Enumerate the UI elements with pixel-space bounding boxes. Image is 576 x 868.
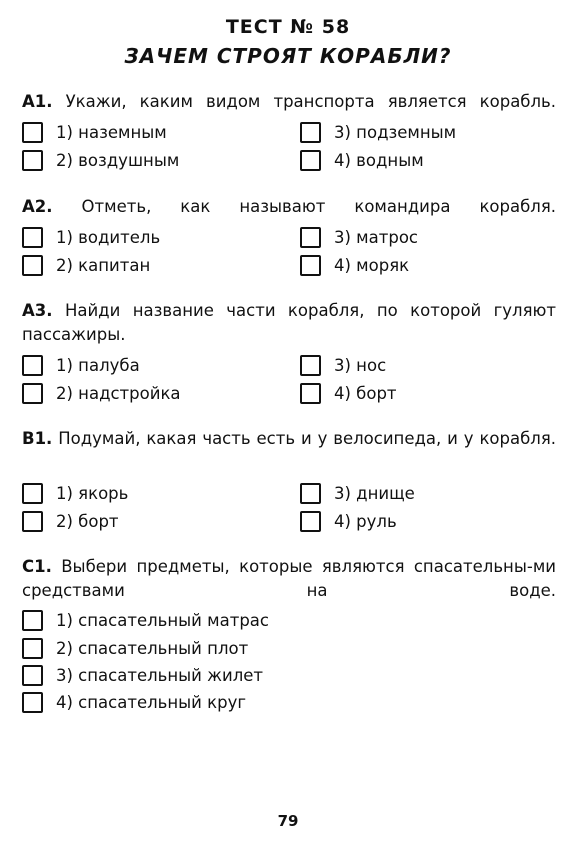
checkbox[interactable]	[22, 255, 43, 276]
option-label: 1) спасательный матрас	[56, 610, 269, 630]
checkbox[interactable]	[300, 383, 321, 404]
option-label: 4) моряк	[334, 255, 410, 275]
option-a2-2[interactable]	[22, 253, 150, 277]
option-label: 4) борт	[334, 383, 397, 403]
checkbox[interactable]	[22, 665, 43, 686]
option-a2-1[interactable]	[22, 225, 160, 249]
checkbox[interactable]	[300, 355, 321, 376]
checkbox[interactable]	[22, 610, 43, 631]
checkbox[interactable]	[300, 483, 321, 504]
question-text: Выбери предметы, которые являются спасательны-ми средствами на воде.	[22, 557, 556, 600]
question-b1	[22, 427, 556, 475]
question-text: Найди название части корабля, по которой гуляют пассажиры.	[22, 301, 557, 344]
option-b1-1[interactable]	[22, 481, 128, 505]
checkbox[interactable]	[22, 692, 43, 713]
option-c1-1[interactable]	[22, 608, 269, 632]
option-a1-4[interactable]	[300, 148, 424, 172]
option-label: 1) якорь	[56, 483, 129, 503]
option-label: 3) днище	[334, 483, 415, 503]
test-number-heading: ТЕСТ № 58	[225, 16, 351, 38]
checkbox[interactable]	[22, 483, 43, 504]
option-a3-4[interactable]	[300, 381, 397, 405]
option-a2-3[interactable]	[300, 225, 418, 249]
option-label: 4) водным	[334, 150, 424, 170]
question-number: C1.	[22, 557, 52, 576]
option-a1-1[interactable]	[22, 120, 167, 144]
question-number: A1.	[22, 92, 53, 111]
option-label: 1) наземным	[56, 122, 167, 142]
option-b1-2[interactable]	[22, 509, 119, 533]
question-text: Отметь, как называют командира корабля.	[81, 197, 557, 216]
checkbox[interactable]	[300, 227, 321, 248]
option-label: 2) капитан	[56, 255, 151, 275]
option-label: 2) спасательный плот	[56, 638, 249, 658]
option-c1-3[interactable]	[22, 663, 263, 687]
option-c1-2[interactable]	[22, 636, 248, 660]
checkbox[interactable]	[300, 511, 321, 532]
option-a1-3[interactable]	[300, 120, 456, 144]
option-label: 4) спасательный круг	[56, 692, 247, 712]
checkbox[interactable]	[300, 150, 321, 171]
option-label: 3) нос	[334, 355, 387, 375]
option-label: 1) палуба	[56, 355, 140, 375]
option-label: 2) надстройка	[56, 383, 181, 403]
checkbox[interactable]	[22, 383, 43, 404]
checkbox[interactable]	[22, 511, 43, 532]
option-label: 2) борт	[56, 511, 119, 531]
question-number: A2.	[22, 197, 53, 216]
option-a3-2[interactable]	[22, 381, 181, 405]
option-label: 4) руль	[334, 511, 397, 531]
checkbox[interactable]	[300, 255, 321, 276]
option-b1-4[interactable]	[300, 509, 397, 533]
option-a3-3[interactable]	[300, 353, 386, 377]
option-b1-3[interactable]	[300, 481, 415, 505]
option-a3-1[interactable]	[22, 353, 140, 377]
option-label: 1) водитель	[56, 227, 161, 247]
option-label: 3) спасательный жилет	[56, 665, 264, 685]
option-label: 3) подземным	[334, 122, 457, 142]
checkbox[interactable]	[22, 122, 43, 143]
checkbox[interactable]	[300, 122, 321, 143]
option-c1-4[interactable]	[22, 690, 246, 714]
checkbox[interactable]	[22, 150, 43, 171]
option-a2-4[interactable]	[300, 253, 409, 277]
question-number: A3.	[22, 301, 53, 320]
checkbox[interactable]	[22, 227, 43, 248]
page-number: 79	[277, 812, 299, 830]
checkbox[interactable]	[22, 638, 43, 659]
option-a1-2[interactable]	[22, 148, 179, 172]
question-text: Подумай, какая часть есть и у велосипеда, и у корабля.	[58, 429, 556, 448]
option-label: 3) матрос	[334, 227, 418, 247]
question-number: B1.	[22, 429, 53, 448]
option-label: 2) воздушным	[56, 150, 180, 170]
test-title: ЗАЧЕМ СТРОЯТ КОРАБЛИ?	[124, 44, 452, 68]
checkbox[interactable]	[22, 355, 43, 376]
question-text: Укажи, каким видом транспорта является корабль.	[65, 92, 556, 111]
